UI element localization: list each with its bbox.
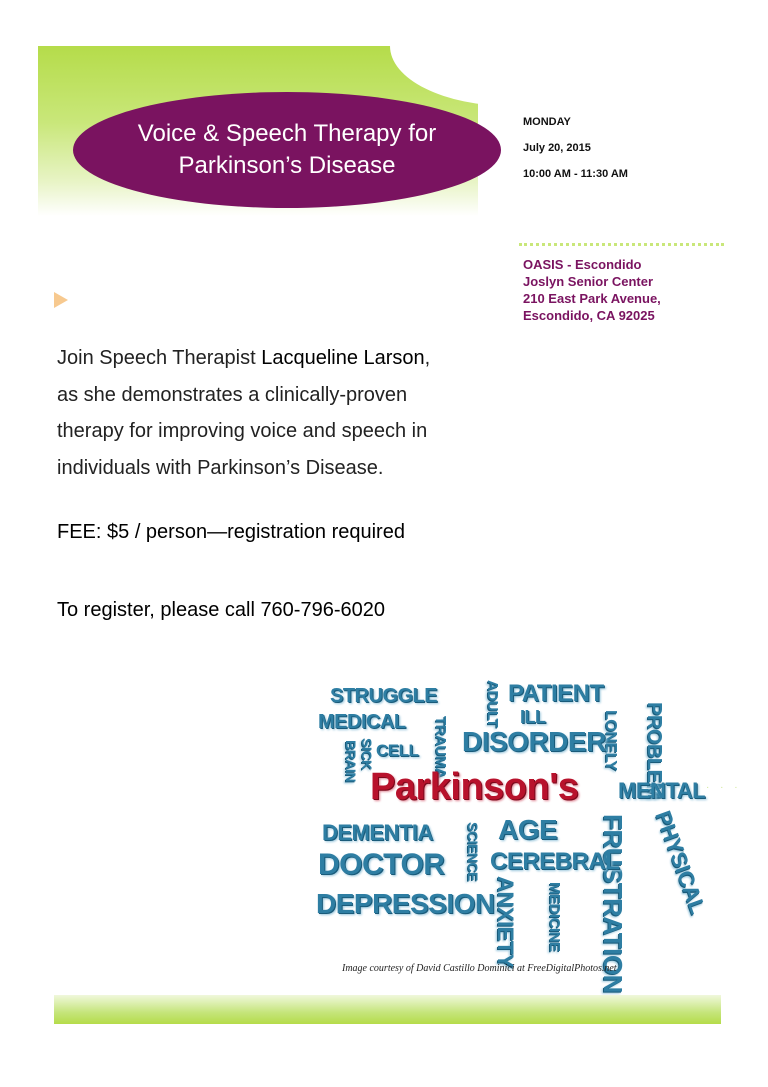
word-doctor: DOCTOR [318, 848, 445, 881]
description-comma: , [424, 347, 431, 369]
event-details [523, 116, 628, 194]
word-patient: PATIENT [508, 680, 604, 707]
title-line-1: Voice & Speech Therapy for [137, 120, 437, 147]
word-mental: MENTAL [618, 778, 706, 803]
description-line-4: individuals with Parkinson’s Disease. [57, 456, 384, 479]
word-science: SCIENCE [465, 822, 481, 881]
register-text: To register, please call 760-796-6020 [57, 599, 385, 621]
location-line-3: 210 East Park Avenue, [523, 291, 661, 306]
word-depression: DEPRESSION [316, 888, 495, 919]
location-line-2: Joslyn Senior Center [523, 274, 654, 289]
word-ill: ILL [520, 707, 546, 727]
word-age: AGE [498, 814, 558, 845]
event-title [138, 118, 436, 182]
speaker-name: Lacqueline Larson [261, 347, 425, 369]
description-line-1 [57, 340, 507, 377]
location-line-1: OASIS - Escondido [523, 257, 642, 272]
description-line-2: as she demonstrates a clinically-proven [57, 383, 408, 406]
word-struggle: STRUGGLE [330, 685, 438, 707]
word-sick: SICK [359, 738, 375, 770]
word-frustration: FRUSTRATION [598, 814, 628, 993]
event-location [523, 256, 661, 324]
event-description [57, 340, 507, 486]
word-problem: PROBLEM [643, 702, 665, 799]
word-parkinsons: Parkinson's [370, 766, 579, 808]
footer-green-band [54, 995, 721, 1024]
word-brain: BRAIN [343, 740, 359, 782]
word-disorder: DISORDER [462, 726, 606, 757]
location-line-4: Escondido, CA 92025 [523, 308, 655, 323]
image-credit: Image courtesy of David Castillo Dominici at FreeDigitalPhotos.net [342, 963, 617, 974]
word-dementia: DEMENTIA [322, 820, 433, 845]
word-adult: ADULT [484, 680, 501, 728]
event-time: 10:00 AM - 11:30 AM [523, 168, 628, 180]
description-line-3: therapy for improving voice and speech in [57, 420, 428, 442]
word-cerebral: CEREBRAL [490, 848, 620, 875]
word-medicine: MEDICINE [546, 882, 563, 952]
event-date: July 20, 2015 [523, 142, 591, 154]
small-dots-decoration: · · · [706, 782, 742, 793]
description-prefix: Join Speech Therapist [57, 347, 262, 369]
word-anxiety: ANXIETY [493, 876, 518, 968]
word-cell: CELL [376, 741, 419, 760]
word-medical: MEDICAL [318, 711, 406, 733]
title-line-2: Parkinson’s Disease [178, 152, 396, 179]
event-day: MONDAY [523, 116, 571, 128]
word-trauma: TRAUMA [432, 716, 449, 778]
fee-text: FEE: $5 / person—registration required [57, 521, 405, 543]
arrow-bullet-icon [54, 292, 68, 308]
word-lonely: LONELY [602, 710, 619, 771]
word-physical: PHYSICAL [650, 807, 711, 917]
title-oval [73, 92, 501, 208]
dotted-divider [519, 243, 724, 246]
